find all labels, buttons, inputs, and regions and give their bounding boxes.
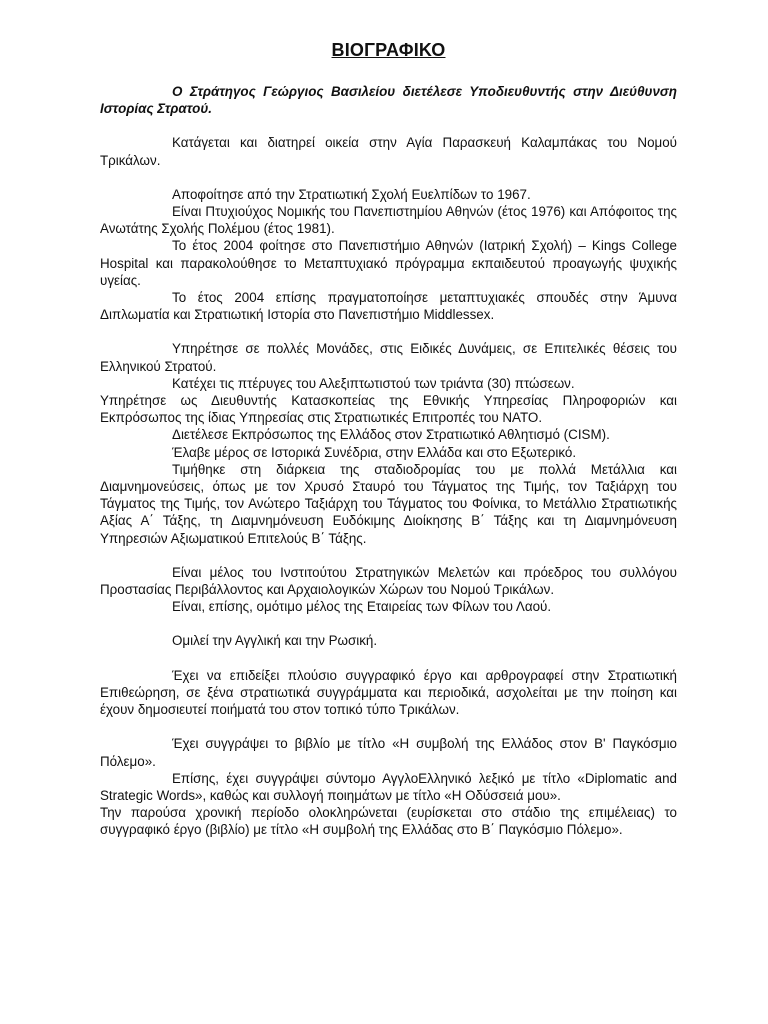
paragraph-gap	[100, 169, 677, 186]
paragraph: Έχει συγγράψει το βιβλίο με τίτλο «Η συμβολή της Ελλάδος στον Β' Παγκόσμιο Πόλεμο».	[100, 736, 677, 769]
document-body	[100, 83, 677, 839]
paragraph-gap	[100, 650, 677, 667]
paragraph: Διετέλεσε Εκπρόσωπος της Ελλάδος στον Στρατιωτικό Αθλητισμό (CISM).	[172, 427, 610, 443]
paragraph: Είναι Πτυχιούχος Νομικής του Πανεπιστημίου Αθηνών (έτος 1976) και Απόφοιτος της Ανωτάτης Σχολής Πολέμου (έτος 1981).	[100, 204, 677, 237]
paragraph: Ομιλεί την Αγγλική και την Ρωσική.	[172, 633, 378, 649]
document-title: ΒΙΟΓΡΑΦΙΚΟ	[331, 40, 446, 60]
paragraph: Κατέχει τις πτέρυγες του Αλεξιπτωτιστού των τριάντα (30) πτώσεων.	[172, 375, 575, 391]
paragraph-gap	[100, 547, 677, 564]
paragraph-gap	[100, 117, 677, 134]
paragraph: Είναι μέλος του Ινστιτούτου Στρατηγικών Μελετών και πρόεδρος του συλλόγου Προστασίας Περιβάλλοντος και Αρχαιολογικών Χώρων του Νομού Τρικάλων.	[100, 564, 677, 598]
paragraph-gap	[100, 615, 677, 632]
document-page	[100, 40, 677, 839]
paragraph: Το έτος 2004 φοίτησε στο Πανεπιστήμιο Αθηνών (Ιατρική Σχολή) – Kings College Hospital και παρακολούθησε το Μεταπτυχιακό πρόγραμμα εκπαιδευτού προαγωγής ψυχικής υγείας.	[100, 238, 677, 288]
paragraph: Κατάγεται και διατηρεί οικεία στην Αγία Παρασκευή Καλαμπάκας του Νομού Τρικάλων.	[100, 135, 677, 168]
paragraph: Έχει να επιδείξει πλούσιο συγγραφικό έργο και αρθρογραφεί στην Στρατιωτική Επιθεώρηση, σε ξένα στρατιωτικά συγγράμματα και περιοδικά, ασχολείται με την ποίηση και έχουν δημοσιευτεί ποιήματά του στον τοπικό τύπο Τρικάλων.	[100, 667, 677, 718]
paragraph: Υπηρέτησε σε πολλές Μονάδες, στις Ειδικές Δυνάμεις, σε Επιτελικές θέσεις του Ελληνικού Στρατού.	[100, 341, 677, 374]
lead-paragraph: Ο Στράτηγος Γεώργιος Βασιλείου διετέλεσε Υποδιευθυντής στην Διεύθυνση Ιστορίας Στρατού.	[100, 84, 677, 117]
paragraph: Είναι, επίσης, ομότιμο μέλος της Εταιρείας των Φίλων του Λαού.	[172, 599, 552, 615]
paragraph-gap	[100, 718, 677, 735]
paragraph: Τιμήθηκε στη διάρκεια της σταδιοδρομίας του με πολλά Μετάλλια και Διαμνημονεύσεις, όπως με τον Χρυσό Σταυρό του Τάγματος της Τιμής, τον Ταξιάρχη του Τάγματος της Τιμής, τον Ανώτερο Ταξιάρχη του Τάγματος του Φοίνικα, το Μετάλλιο Στρατιωτικής Αξίας Α΄ Τάξης, τη Διαμνημόνευση Ευδόκιμης Διοίκησης Β΄ Τάξης και τη Διαμνημόνευση Υπηρεσιών Αξιωματικού Επιτελούς Β΄ Τάξης.	[100, 461, 677, 546]
paragraph-gap	[100, 323, 677, 340]
paragraph: Έλαβε μέρος σε Ιστορικά Συνέδρια, στην Ελλάδα και στο Εξωτερικό.	[172, 444, 577, 460]
paragraph: Αποφοίτησε από την Στρατιωτική Σχολή Ευελπίδων το 1967.	[172, 186, 531, 202]
paragraph: Την παρούσα χρονική περίοδο ολοκληρώνεται (ευρίσκεται στο στάδιο της επιμέλειας) το συγγραφικό έργο (βιβλίο) με τίτλο «Η συμβολή της Ελλάδας στο Β΄ Παγκόσμιο Πόλεμο».	[100, 805, 677, 838]
paragraph: Επίσης, έχει συγγράψει σύντομο ΑγγλοΕλληνικό λεξικό με τίτλο «Diplomatic and Strategic Words», καθώς και συλλογή ποιημάτων με τίτλο «Η Οδύσσειά μου».	[100, 770, 677, 803]
paragraph: Το έτος 2004 επίσης πραγματοποίησε μεταπτυχιακές σπουδές στην Άμυνα Διπλωματία και Στρατιωτική Ιστορία στο Πανεπιστήμιο Middlessex.	[100, 290, 677, 323]
paragraph: Υπηρέτησε ως Διευθυντής Κατασκοπείας της Εθνικής Υπηρεσίας Πληροφοριών και Εκπρόσωπος της ίδιας Υπηρεσίας στις Στρατιωτικές Επιτροπές του ΝΑΤΟ.	[100, 393, 677, 426]
